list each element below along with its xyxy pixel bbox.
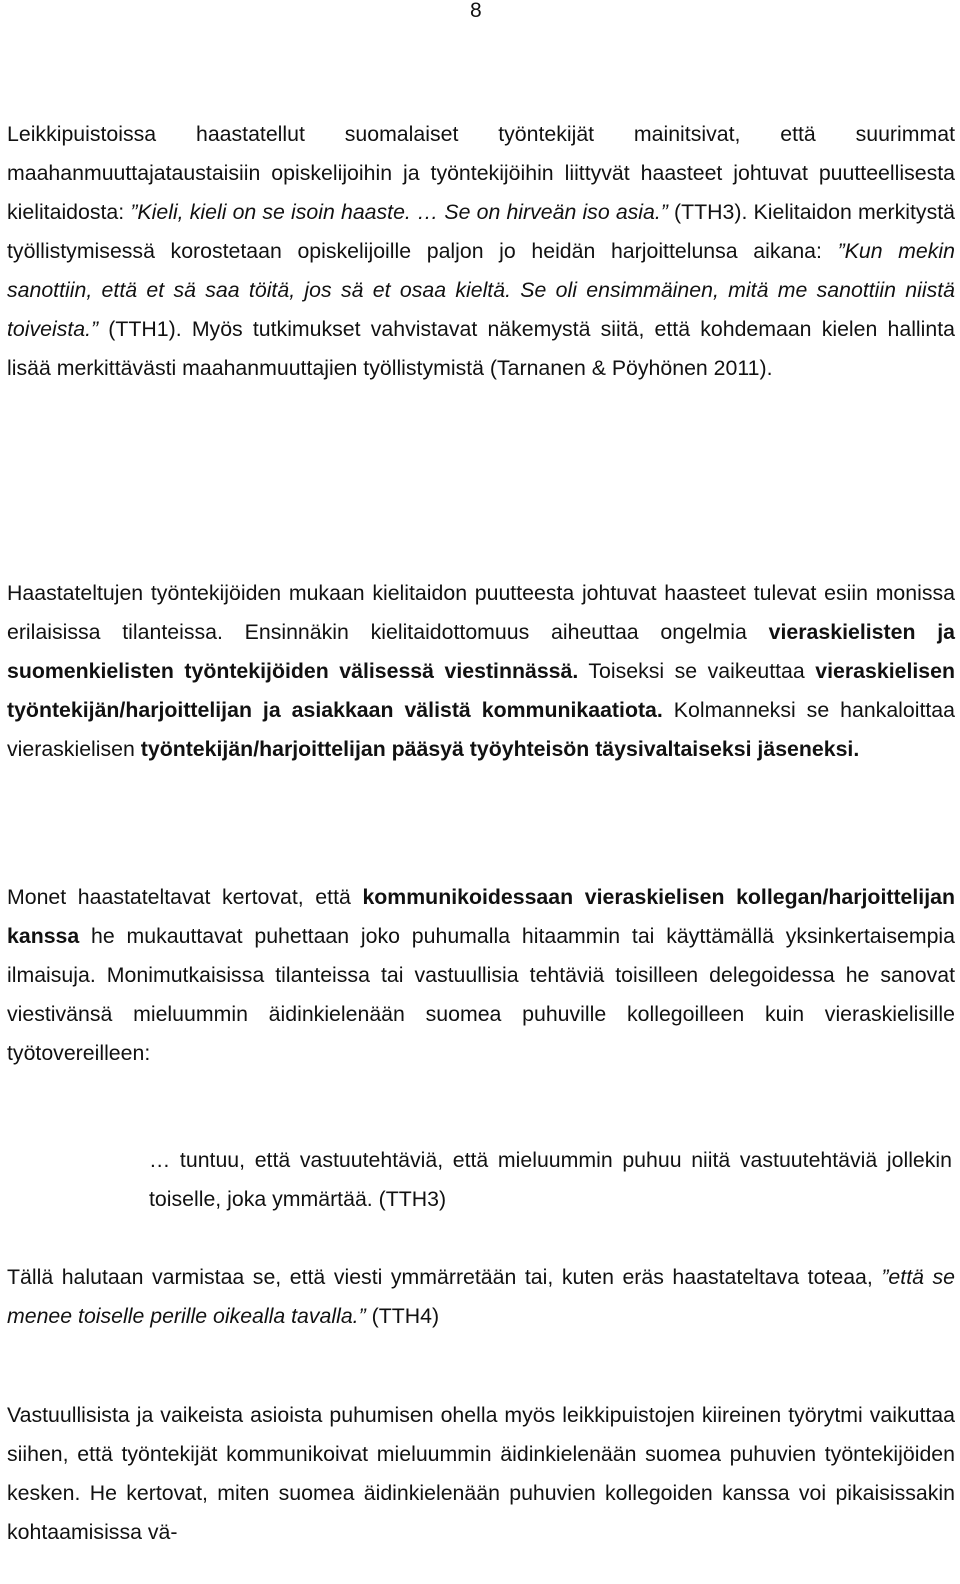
text-segment: (TTH3). Kielitaidon merkitystä työllistymisessä korostetaan opiskelijoille paljon jo heidän harjoittelunsa aikana: (7, 200, 955, 263)
page-number: 8 (470, 0, 482, 22)
paragraph-3 (7, 878, 955, 1073)
text-segment: Haastateltujen työntekijöiden mukaan kielitaidon puutteesta johtuvat haasteet tulevat esiin monissa erilaisissa tilanteissa. Ensinnäkin kielitaidottomuus aiheuttaa ongelmia (7, 581, 955, 644)
paragraph-2 (7, 574, 955, 769)
text-segment: (TTH4) (365, 1304, 440, 1328)
emphasis-segment: kommunikoidessaan vieraskielisen kollegan/harjoittelijan kanssa (7, 885, 955, 948)
quote-segment: ”Kun mekin sanottiin, että et sä saa töitä, jos sä et osaa kieltä. Se oli ensimmäinen, mitä me sanottiin niistä toiveista.” (7, 239, 955, 341)
text-segment: Tällä halutaan varmistaa se, että viesti ymmärretään tai, kuten eräs haastateltava toteaa, (7, 1265, 882, 1289)
block-quote (149, 1141, 952, 1219)
paragraph-1 (7, 115, 955, 388)
text-segment: he mukauttavat puhettaan joko puhumalla hitaammin tai käyttämällä yksinkertaisempia ilmaisuja. Monimutkaisissa tilanteissa tai vastuullisia tehtäviä toisilleen delegoidessa he sanovat viestivänsä mieluummin äidinkielenään suomea puhuville kollegoilleen kuin vieraskielisille työtovereilleen: (7, 924, 955, 1065)
emphasis-segment: vieraskielisen työntekijän/harjoittelijan ja asiakkaan välistä kommunikaatiota. (7, 659, 955, 722)
paragraph-4 (7, 1258, 955, 1336)
quote-segment: ”että se menee toiselle perille oikealla tavalla.” (7, 1265, 955, 1328)
quote-segment: ”Kieli, kieli on se isoin haaste. … Se on hirveän iso asia.” (130, 200, 668, 224)
text-segment: Leikkipuistoissa haastatellut suomalaiset työntekijät mainitsivat, että suurimmat maahanmuuttajataustaisiin opiskelijoihin ja työntekijöihin liittyvät haasteet johtuvat puutteellisesta kielitaidosta: (7, 122, 955, 224)
emphasis-segment: työntekijän/harjoittelijan pääsyä työyhteisön täysivaltaiseksi jäseneksi. (140, 737, 860, 761)
paragraph-5 (7, 1396, 955, 1552)
text-segment: Monet haastateltavat kertovat, että (7, 885, 363, 909)
text-segment: (TTH1). Myös tutkimukset vahvistavat näkemystä siitä, että kohdemaan kielen hallinta lisää merkittävästi maahanmuuttajien työllistymistä (Tarnanen & Pöyhönen 2011). (7, 317, 955, 380)
text-segment: Toiseksi se vaikeuttaa (578, 659, 816, 683)
quote-text: … tuntuu, että vastuutehtäviä, että mieluummin puhuu niitä vastuutehtäviä jollekin toiselle, joka ymmärtää. (TTH3) (149, 1148, 952, 1211)
text-segment: Vastuullisista ja vaikeista asioista puhumisen ohella myös leikkipuistojen kiireinen työrytmi vaikuttaa siihen, että työntekijät kommunikoivat mieluummin äidinkielenään suomea puhuvien työntekijöiden kesken. He kertovat, miten suomea äidinkielenään puhuvien kollegoiden kanssa voi pikaisissakin kohtaamisissa vä- (7, 1403, 955, 1544)
text-segment: Kolmanneksi se hankaloittaa vieraskielisen (7, 698, 955, 761)
emphasis-segment: vieraskielisten ja suomenkielisten työntekijöiden välisessä viestinnässä. (7, 620, 955, 683)
